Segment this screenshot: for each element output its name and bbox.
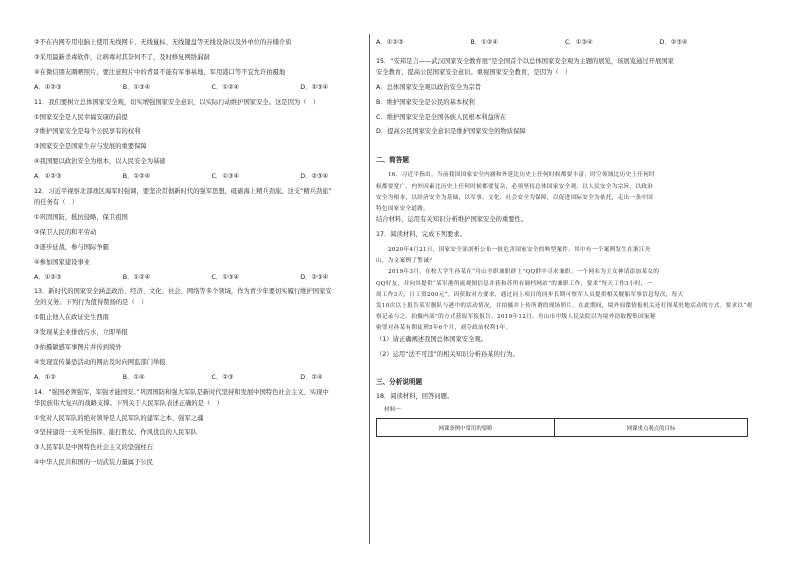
q17-ask-1: （1）请正确阐述我国总体国家安全观。: [376, 335, 488, 343]
q11-stem: 11．我们要树立总体国家安全观，切实增强国家安全意识，以实际行动维护国家安全。这是因为（ ）: [34, 98, 320, 106]
q12-option-a[interactable]: A．①②③: [34, 273, 62, 281]
q16-line-1: 16．习近平指出，当前我国国家安全内涵和外延比历史上任何时候都要丰富，时空领域比历史上任何时: [388, 172, 656, 179]
q13-item-3: ③拍摄敏感军事图片并传到境外: [34, 344, 122, 352]
q12-option-d[interactable]: D．②③④: [300, 273, 329, 281]
q15-stem-1: 15．“安邦是言——武汉国家安全教育展”是全国首个以总体国家安全观为主题的展览，该展览通过开展国家: [376, 57, 674, 65]
q16-line-4: 特色国家安全道路。: [376, 205, 430, 212]
table-cell: 网课条例中常用的要略: [377, 419, 555, 437]
q14-item-2: ②坚持建设一支听党指挥、能打胜仗、作风优良的人民军队: [34, 429, 198, 437]
q12-option-c[interactable]: C．①③④: [211, 273, 240, 281]
q10-option-a[interactable]: A．①②③: [34, 83, 62, 91]
q11-option-d[interactable]: D．②③④: [300, 173, 329, 181]
q17-ask-2: （2）运用“法不可违”的相关知识分析孙某的行为。: [376, 350, 519, 358]
q10-option-d[interactable]: D．②③④: [300, 83, 329, 91]
q13-stem-1: 13．新时代的国家安全涵盖政治、经济、文化、社会、网络等多个领域，作为青少年要切实履行维护国家安: [34, 288, 332, 296]
q13-option-c[interactable]: C．②③: [211, 373, 234, 381]
section-short-answer-title: 二、简答题: [376, 156, 409, 165]
q14-option-a[interactable]: A．①②③: [376, 39, 404, 46]
table-row: [377, 419, 748, 437]
q11-option-a[interactable]: A．①②③: [34, 173, 62, 181]
q12-option-b[interactable]: B．①②④: [122, 273, 151, 281]
right-column: [376, 38, 754, 437]
q18-material-table: [376, 418, 748, 437]
q11-option-c[interactable]: C．①③④: [211, 173, 240, 181]
q13-option-d[interactable]: D．②④: [300, 373, 323, 381]
q18-material-label: 材料一: [384, 407, 401, 414]
q10-option-c[interactable]: C．①②④: [211, 83, 240, 91]
q14-item-1: ①党对人民军队的绝对领导是人民军队的建军之本、强军之魂: [34, 414, 204, 422]
section-analysis-title: 三、分析说明题: [376, 378, 423, 387]
q12-item-4: ④参加国家建设事业: [34, 258, 91, 266]
q11-options: [34, 172, 389, 183]
q14-stem-2: 华民族伟大复兴的战略支撑。下列关于人民军队表述正确的是（ ）: [34, 399, 223, 407]
q13-item-2: ②发现某企业排放污水，立即举报: [34, 329, 128, 337]
q16-ask: 结合材料，运用有关知识分析维护国家安全的重要性。: [376, 216, 528, 224]
q17-line-7: 察记录与之、拍摄内部”的方式获取军报报告。2019年12月，舟山市中级人民法院以为境外窃取搜集国家秘: [376, 314, 656, 321]
q14-options: [376, 38, 754, 49]
q15-choice-b[interactable]: B．维护国家安全是公民的基本权利: [376, 98, 475, 106]
q12-stem-1: 12．习近平视察北部战区海军时强调，要坚决贯彻新时代的强军思想，砥砺海上精兵劲旅。这支“精兵劲旅”: [34, 188, 332, 196]
q11-item-2: ②维护国家安全是每个公民享有的权利: [34, 128, 141, 136]
q13-options: [34, 373, 389, 384]
q10-options: [34, 83, 389, 94]
q16-line-2: 候都要宽广，内外因素比历史上任何时候都要复杂，必须坚持总体国家安全观，以人民安全为宗旨，以政治: [376, 183, 654, 190]
q10-option-b[interactable]: B．①③④: [122, 83, 151, 91]
left-column: [34, 38, 389, 469]
q17-line-3: 2019年3月，在校大学生孙某在“舟山全职兼职群上”QQ群中寻求兼职。一个网名为王女神请添加某女的: [388, 269, 660, 276]
q17-line-5: 周工作3天，日工资200元”。因获取对方要求，通过同上项目的同步长期可察军人员提供相关舰船军事信息每次，每天: [376, 291, 684, 298]
q14-option-d[interactable]: D．②③④: [659, 39, 688, 46]
q17-line-2: 山，为文案例了警诫？: [376, 258, 435, 265]
q12-options: [34, 273, 389, 284]
q12-stem-2: 的任务有（ ）: [34, 198, 79, 206]
q15-stem-2: 安全教育，提高公民国家安全意识。重视国家安全教育，是因为（ ）: [376, 68, 572, 76]
q17-line-1: 2020年4月21日，国家安全部剖析公布一批危害国家安全的典型案件，其中有一个案例发生在浙江舟: [388, 246, 651, 253]
q17-line-6: 发10次以上报告某军舰队与港中的活动情况，并拍摄并上传所谓的现场照片。在此期间，境外间谍情报机关还打探某驻地活动的方式。要求以“观: [376, 302, 753, 309]
q13-item-1: ①阻止他人在政证史生西南: [34, 314, 109, 322]
q14-item-4: ④中华人民共和国的一切武装力量属于公民: [34, 459, 153, 467]
q18-stem: 18．阅读材料，回答问题。: [376, 393, 454, 401]
q17-stem: 17．阅读材料，完成下列要求。: [376, 231, 466, 239]
q14-option-c[interactable]: C．①③④: [565, 39, 593, 46]
q10-item-2: ②不在内网专用电脑上使用无线网卡、无线鼠标、无线键盘等无线设备以及外单位的存储介质: [34, 39, 292, 46]
q13-stem-2: 全的义务。下列行为值得赞扬的是（ ）: [34, 299, 148, 307]
q11-item-4: ④我国要以政治安全为根本，以人民安全为基础: [34, 158, 166, 166]
q16-line-3: 安全为根本，以经济安全为基础，以军事、文化、社会安全为保障，以促进国际安全为依托，走出一条中国: [376, 194, 654, 201]
q13-option-b[interactable]: B．①④: [122, 373, 145, 381]
q11-item-1: ①国家安全是人民幸福安康的前提: [34, 113, 128, 121]
q13-item-4: ④发现宣传暴恐活动的网站及时向网监部门举报: [34, 358, 166, 366]
q11-option-b[interactable]: B．①②④: [122, 173, 151, 181]
q12-item-1: ①巩固国防，抵抗侵略，保卫祖国: [34, 213, 128, 221]
q14-item-3: ③人民军队是中国特色社会主义的坚强柱石: [34, 444, 153, 452]
q15-choice-d[interactable]: D．提高公民国家安全意识是维护国家安全的物质保障: [376, 128, 526, 136]
q14-option-b[interactable]: B．①②④: [470, 39, 499, 46]
q10-item-3: ③采用最新杀毒软件，让病毒对其奈何不了，及时修复网络漏洞: [34, 53, 210, 61]
q15-choice-c[interactable]: C．维护国家安全是全国各族人民根本利益所在: [376, 113, 507, 121]
q10-item-4: ④在微信朋友圈晒照片，要注意照片中的背景不能有军事基地、军用港口等不宜允许拍摄地: [34, 68, 286, 76]
q15-choice-a[interactable]: A．总体国家安全观以政治安全为宗旨: [376, 83, 482, 91]
q12-item-2: ②保卫人民的和平劳动: [34, 228, 97, 236]
q17-line-8: 密罪对孙某有期徒刑5年6个月，剥夺政治权利1年。: [376, 325, 512, 332]
q13-option-a[interactable]: A．①②: [34, 373, 56, 381]
q11-item-3: ③国家安全是国家生存与发展的重要保障: [34, 143, 147, 151]
q14-stem-1: 14．“强国必须强军，军强才能国安。”巩固国防和强大军队是新时代坚持和发展中国特色社会主义、实现中: [34, 388, 329, 396]
q12-item-3: ③逐步征战，参与国际争霸: [34, 243, 109, 251]
table-cell: 网课重点观点的目标: [555, 419, 748, 437]
q17-line-4: QQ好友，并向其提供“某军港所流观图信息并获和苏所有调档网站”的兼职工作，要求“每天工作3小时，一: [376, 280, 653, 287]
